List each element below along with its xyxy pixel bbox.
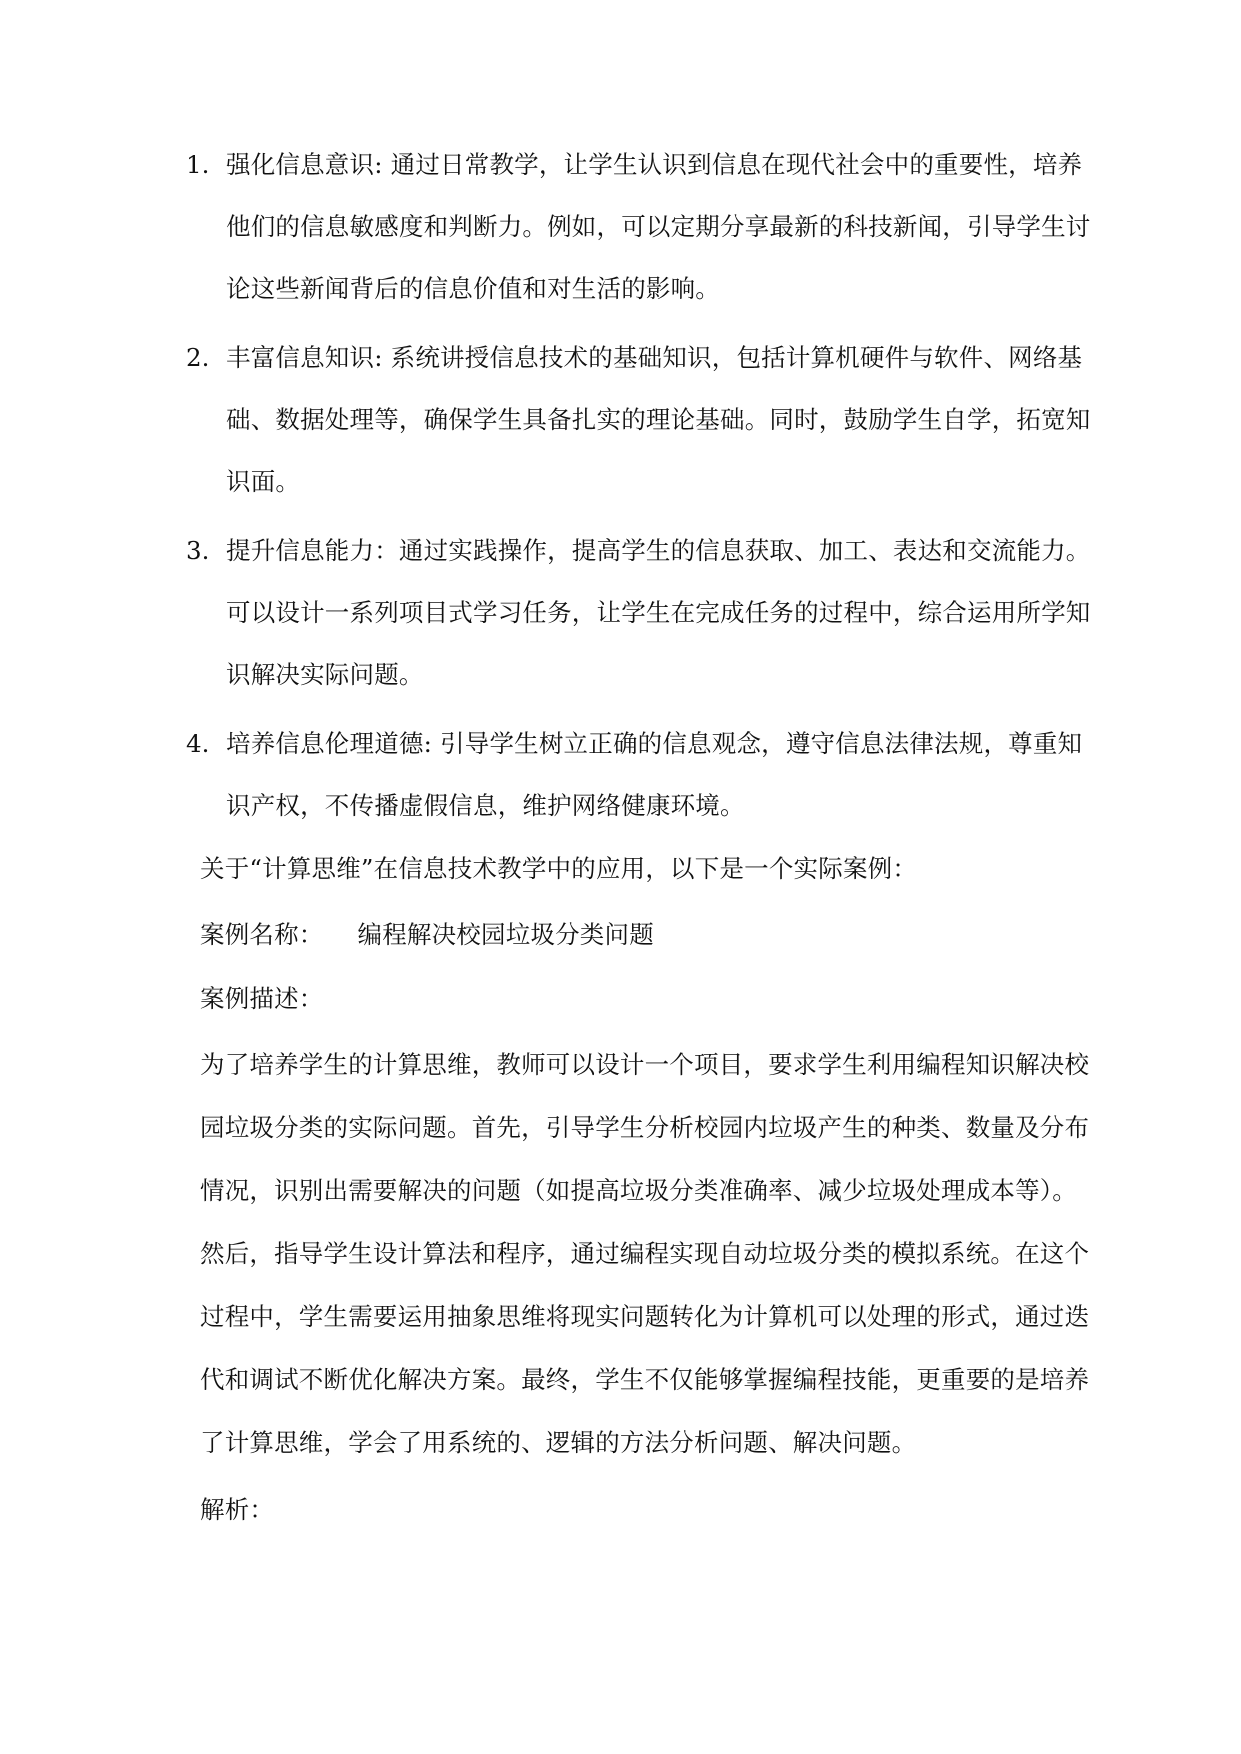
- paragraph-line: 园垃圾分类的实际问题。首先，引导学生分析校园内垃圾产生的种类、数量及分布: [200, 1113, 1090, 1142]
- analysis-label: 解析：: [200, 1495, 275, 1524]
- list-item-line: 提升信息能力：通过实践操作，提高学生的信息获取、加工、表达和交流能力。: [226, 536, 1091, 565]
- case-name-value: 编程解决校园垃圾分类问题: [357, 920, 654, 949]
- list-item-line: 强化信息意识: 通过日常教学，让学生认识到信息在现代社会中的重要性，培养: [226, 150, 1083, 179]
- list-item-line: 识面。: [226, 467, 301, 496]
- list-item-line: 论这些新闻背后的信息价值和对生活的影响。: [226, 274, 720, 303]
- paragraph-line: 然后，指导学生设计算法和程序，通过编程实现自动垃圾分类的模拟系统。在这个: [200, 1239, 1090, 1268]
- list-number: 1.: [186, 150, 210, 179]
- paragraph-line: 代和调试不断优化解决方案。最终，学生不仅能够掌握编程技能，更重要的是培养: [200, 1365, 1090, 1394]
- paragraph-line: 为了培养学生的计算思维，教师可以设计一个项目，要求学生利用编程知识解决校: [200, 1050, 1090, 1079]
- case-name-label: 案例名称：: [200, 920, 324, 949]
- paragraph-line: 情况，识别出需要解决的问题（如提高垃圾分类准确率、减少垃圾处理成本等）。: [200, 1176, 1077, 1205]
- list-item-line: 他们的信息敏感度和判断力。例如，可以定期分享最新的科技新闻，引导学生讨: [226, 212, 1091, 241]
- list-number: 4.: [186, 729, 210, 758]
- paragraph-line: 了计算思维，学会了用系统的、逻辑的方法分析问题、解决问题。: [200, 1428, 917, 1457]
- list-item-line: 培养信息伦理道德: 引导学生树立正确的信息观念，遵守信息法律法规，尊重知: [226, 729, 1083, 758]
- case-desc-label: 案例描述：: [200, 984, 324, 1013]
- intro-paragraph: 关于“计算思维”在信息技术教学中的应用，以下是一个实际案例：: [200, 854, 918, 883]
- list-item-line: 丰富信息知识: 系统讲授信息技术的基础知识，包括计算机硬件与软件、网络基: [226, 343, 1083, 372]
- list-item-line: 可以设计一系列项目式学习任务，让学生在完成任务的过程中，综合运用所学知: [226, 598, 1091, 627]
- list-number: 3.: [186, 536, 210, 565]
- list-item-line: 识产权，不传播虚假信息，维护网络健康环境。: [226, 791, 745, 820]
- list-number: 2.: [186, 343, 210, 372]
- case-name-row: [200, 918, 654, 952]
- paragraph-line: 过程中，学生需要运用抽象思维将现实问题转化为计算机可以处理的形式，通过迭: [200, 1302, 1090, 1331]
- list-item-line: 识解决实际问题。: [226, 660, 424, 689]
- list-item-line: 础、数据处理等，确保学生具备扎实的理论基础。同时，鼓励学生自学，拓宽知: [226, 405, 1091, 434]
